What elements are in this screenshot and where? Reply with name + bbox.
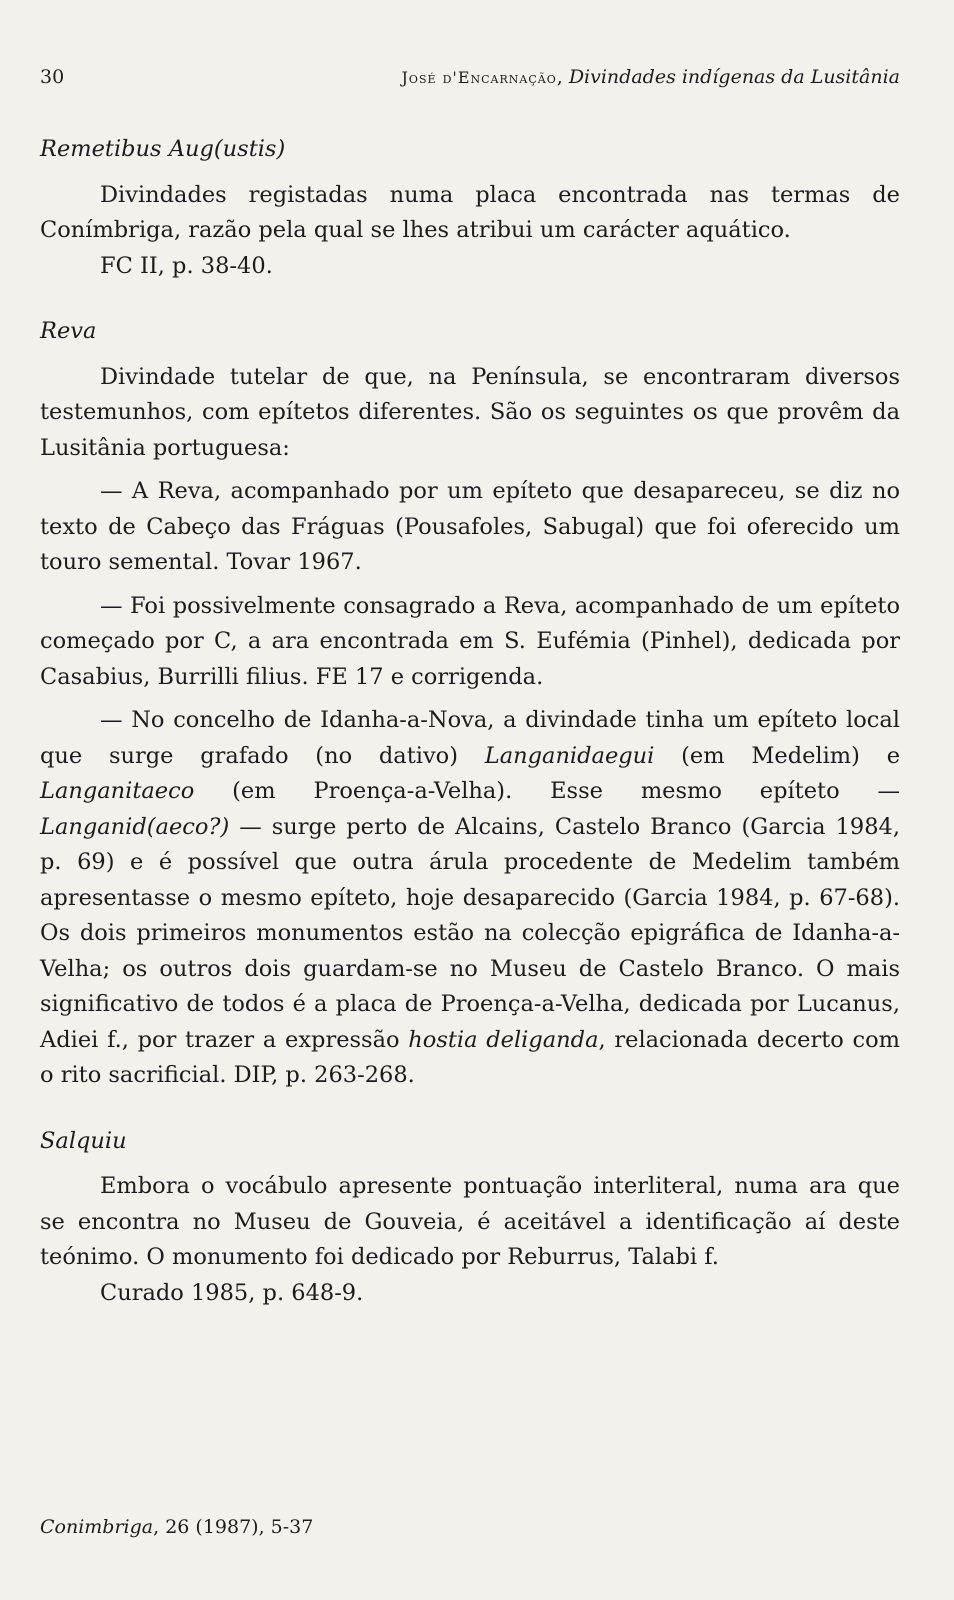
citation: Curado 1985, p. 648-9.: [100, 1279, 364, 1306]
footer-issue: , 26 (1987), 5-37: [153, 1516, 314, 1538]
italic-term: hostia deliganda: [408, 1026, 599, 1053]
entry-remetibus: [40, 132, 900, 284]
header-title: Divindades indígenas da Lusitânia: [568, 66, 900, 88]
page-number: 30: [40, 66, 65, 88]
page-body: [40, 132, 900, 1311]
paragraph: Embora o vocábulo apresente pontuação interliteral, numa ara que se encontra no Museu de Gouveia, é aceitável a identificação aí deste teónimo. O monumento foi dedicado por Reburrus, Talabi f.: [40, 1173, 900, 1270]
paragraph: Divindades registadas numa placa encontrada nas termas de Conímbriga, razão pela qual se lhes atribui um carácter aquático.: [40, 181, 900, 243]
entry-heading: Reva: [40, 318, 97, 344]
citation: FC II, p. 38-40.: [100, 252, 273, 279]
paragraph: Divindade tutelar de que, na Península, se encontraram diversos testemunhos, com epítetos diferentes. São os seguintes os que provêm da Lusitânia portuguesa:: [40, 363, 900, 461]
journal-footer: [40, 1516, 313, 1538]
paragraph: — Foi possivelmente consagrado a Reva, acompanhado de um epíteto começado por C, a ara encontrada em S. Eufémia (Pinhel), dedicada por Casabius, Burrilli filius. FE 17 e corrigenda.: [40, 592, 900, 690]
header-author: José d'Encarnação: [401, 68, 557, 87]
italic-term: Langanitaeco: [40, 778, 195, 804]
paragraph: — No concelho de Idanha-a-Nova, a divindade tinha um epíteto local que surge grafado (no dativo) Langanidaegui (em Medelim) e Langanitaeco (em Proença-a-Velha). Esse mesmo epíteto — Langanid(aeco?) — surge perto de Alcains, Castelo Branco (Garcia 1984, p. 69) e é possível que outra árula procedente de Medelim também apresentasse o mesmo epíteto, hoje desaparecido (Garcia 1984, p. 67-68). Os dois primeiros monumentos estão na colecção epigráfica de Idanha-a-Velha; os outros dois guardam-se no Museu de Castelo Branco. O mais significativo de todos é a placa de Proença-a-Velha, dedicada por Lucanus, Adiei f., por trazer a expressão hostia deliganda, relacionada decerto com o rito sacrificial. DIP, p. 263-268.: [40, 707, 901, 1088]
entry-heading: Remetibus Aug(ustis): [40, 136, 286, 162]
italic-term: Langanidaegui: [484, 742, 655, 769]
entry-salquiu: [40, 1124, 900, 1312]
paragraph: — A Reva, acompanhado por um epíteto que desapareceu, se diz no texto de Cabeço das Fráguas (Pousafoles, Sabugal) que foi oferecido um touro semental. Tovar 1967.: [40, 478, 900, 575]
entry-heading: Salquiu: [40, 1127, 127, 1154]
entry-reva: [40, 314, 900, 1094]
italic-term: Langanid(aeco?): [40, 813, 230, 840]
running-header: 30 José d'Encarnação, Divindades indígenas da Lusitânia: [40, 66, 900, 88]
footer-journal: Conimbriga: [40, 1516, 154, 1538]
